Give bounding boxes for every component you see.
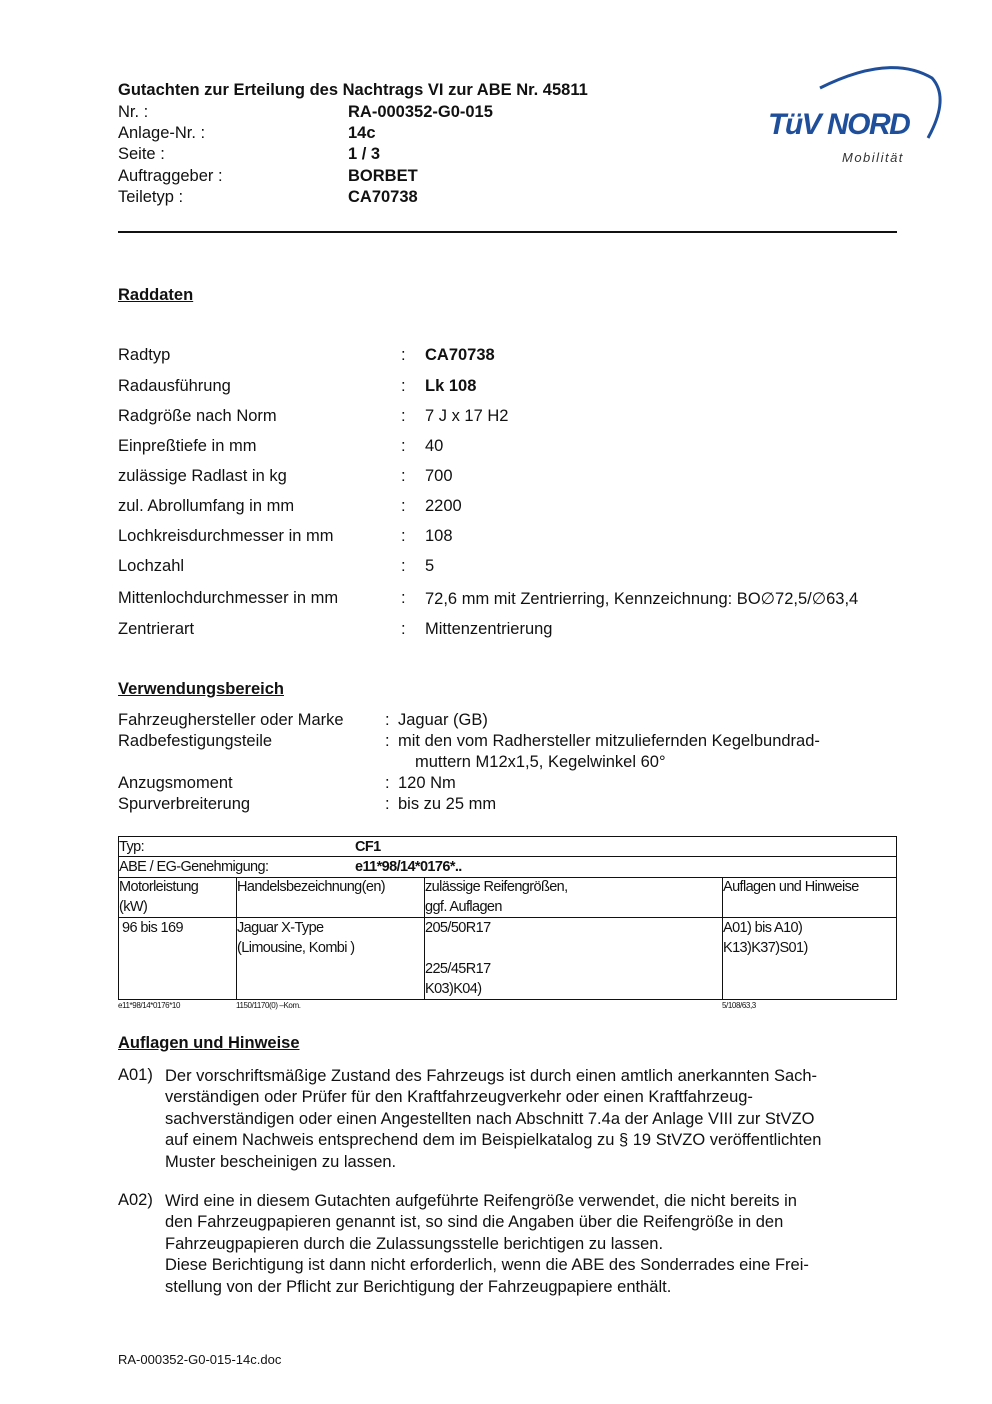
header-value: RA-000352-G0-015 [348, 103, 493, 121]
text-line: Diese Berichtigung ist dann nicht erforderlich, wenn die ABE des Sonderrades eine Frei- [165, 1256, 809, 1275]
raddaten-value: 700 [425, 467, 453, 485]
raddaten-label: Radausführung [118, 377, 231, 395]
typ-label: Typ: [119, 839, 144, 855]
header-row-seite [118, 145, 380, 164]
raddaten-value: 7 J x 17 H2 [425, 407, 509, 425]
raddaten-value: 40 [425, 437, 444, 455]
raddaten-value: CA70738 [425, 346, 495, 364]
tuv-nord-logo [760, 58, 942, 170]
logo-name: TüV NORD [768, 108, 910, 141]
cell-motor: 96 bis 169 [122, 920, 183, 936]
header-value: 1 / 3 [348, 145, 381, 163]
raddaten-label: Lochzahl [118, 557, 185, 575]
raddaten-label: zul. Abrollumfang in mm [118, 497, 295, 515]
text-line: Muster bescheinigen zu lassen. [165, 1152, 397, 1171]
text-line: sachverständigen oder einen Angestellten nach Abschnitt 7.4a der Anlage VIII zur StVZO [165, 1109, 815, 1128]
header-label: Teiletyp : [118, 188, 184, 206]
auflage-text-a02 [165, 1191, 900, 1298]
table-footnote-kom: 1150/1170(0) –Kom. [236, 1001, 301, 1010]
vehicle-table [118, 836, 897, 1000]
verwendung-label: Spurverbreiterung [118, 795, 251, 813]
separator: : [401, 497, 406, 515]
separator: : [401, 589, 406, 607]
document-title: Gutachten zur Erteilung des Nachtrags VI zur ABE Nr. 45811 [118, 81, 588, 99]
auflagen-title: Auflagen und Hinweise [118, 1034, 300, 1052]
separator: : [401, 527, 406, 545]
cell-auflagen-1: A01) bis A10) [723, 920, 803, 936]
text-line: auf einem Nachweis entsprechend dem im Beispielkatalog zu § 19 StVZO veröffentlichten [165, 1131, 822, 1150]
column-header-handel: Handelsbezeichnung(en) [237, 879, 386, 895]
verwendung-value: bis zu 25 mm [398, 795, 497, 813]
header-row-teiletyp [118, 188, 418, 207]
column-header-motor: Motorleistung [119, 879, 199, 895]
verwendungsbereich-title: Verwendungsbereich [118, 680, 284, 698]
auflage-code: A02) [118, 1191, 153, 1209]
separator: : [401, 377, 406, 395]
header-label: Auftraggeber : [118, 167, 223, 185]
text-line: stellung von der Pflicht zur Berichtigung der Fahrzeugpapiere enthält. [165, 1277, 672, 1296]
typ-value: CF1 [355, 839, 381, 855]
abe-label: ABE / EG-Genehmigung: [119, 859, 269, 875]
raddaten-label: Zentrierart [118, 620, 195, 638]
header-divider [118, 231, 897, 233]
column-header-reifen-sub: ggf. Auflagen [425, 899, 502, 915]
text-line: verständigen oder Prüfer für den Kraftfahrzeugverkehr oder einen Kraftfahrzeug- [165, 1088, 753, 1107]
separator: : [401, 346, 406, 364]
text-line: den Fahrzeugpapieren genannt ist, so sind die Angaben über die Reifengröße in den [165, 1213, 784, 1232]
header-label: Nr. : [118, 103, 149, 121]
column-header-reifen: zulässige Reifengrößen, [425, 879, 568, 895]
header-label: Anlage-Nr. : [118, 124, 206, 142]
footer-filename: RA-000352-G0-015-14c.doc [118, 1352, 282, 1367]
raddaten-title: Raddaten [118, 286, 194, 304]
table-footnote-lk: 5/108/63,3 [722, 1001, 756, 1010]
separator: : [385, 732, 390, 750]
cell-reifen-3: 225/45R17 [425, 961, 491, 977]
verwendung-label: Anzugsmoment [118, 774, 233, 792]
text-line: Wird eine in diesem Gutachten aufgeführte Reifengröße verwendet, die nicht bereits in [165, 1192, 797, 1210]
raddaten-value: 2200 [425, 497, 462, 515]
cell-auflagen-2: K13)K37)S01) [723, 940, 808, 956]
logo-subtitle: Mobilität [842, 150, 904, 165]
text-line: Fahrzeugpapieren durch die Zulassungsstelle berichtigen zu lassen. [165, 1234, 664, 1253]
auflage-text-a01 [165, 1066, 900, 1173]
header-value: CA70738 [348, 188, 418, 206]
header-row-anlage [118, 124, 376, 143]
raddaten-value: Mittenzentrierung [425, 620, 553, 638]
raddaten-label: Radtyp [118, 346, 171, 364]
verwendung-value: 120 Nm [398, 774, 456, 792]
separator: : [401, 407, 406, 425]
separator: : [385, 711, 390, 729]
separator: : [401, 437, 406, 455]
column-header-auflagen: Auflagen und Hinweise [723, 879, 859, 895]
header-value: 14c [348, 124, 376, 142]
raddaten-label: zulässige Radlast in kg [118, 467, 287, 485]
raddaten-label: Lochkreisdurchmesser in mm [118, 527, 334, 545]
raddaten-label: Mittenlochdurchmesser in mm [118, 589, 339, 607]
cell-handel-2: (Limousine, Kombi ) [237, 940, 355, 956]
column-header-motor-unit: (kW) [119, 899, 148, 915]
raddaten-label: Radgröße nach Norm [118, 407, 277, 425]
verwendung-label: Radbefestigungsteile [118, 732, 273, 750]
raddaten-value: Lk 108 [425, 377, 477, 395]
separator: : [401, 557, 406, 575]
raddaten-label: Einpreßtiefe in mm [118, 437, 257, 455]
cell-reifen-4: K03)K04) [425, 981, 482, 997]
verwendung-label: Fahrzeughersteller oder Marke [118, 711, 344, 729]
cell-reifen-1: 205/50R17 [425, 920, 491, 936]
raddaten-value: 108 [425, 527, 453, 545]
abe-value: e11*98/14*0176*.. [355, 859, 462, 875]
separator: : [401, 620, 406, 638]
verwendung-value: muttern M12x1,5, Kegelwinkel 60° [415, 753, 666, 771]
separator: : [401, 467, 406, 485]
raddaten-value: 72,6 mm mit Zentrierring, Kennzeichnung: BO∅72,5/∅63,4 [425, 590, 859, 608]
raddaten-value: 5 [425, 557, 435, 575]
header-row-auftraggeber [118, 167, 418, 186]
text-line: Der vorschriftsmäßige Zustand des Fahrzeugs ist durch einen amtlich anerkannten Sach- [165, 1067, 818, 1085]
header-value: BORBET [348, 167, 418, 185]
verwendung-value: mit den vom Radhersteller mitzuliefernden Kegelbundrad- [398, 732, 820, 750]
separator: : [385, 795, 390, 813]
table-footnote-abe: e11*98/14*0176*10 [118, 1001, 181, 1010]
separator: : [385, 774, 390, 792]
cell-handel-1: Jaguar X-Type [237, 920, 324, 936]
header-row-nr [118, 103, 493, 122]
header-label: Seite : [118, 145, 165, 163]
verwendung-value: Jaguar (GB) [398, 711, 488, 729]
auflage-code: A01) [118, 1066, 153, 1084]
